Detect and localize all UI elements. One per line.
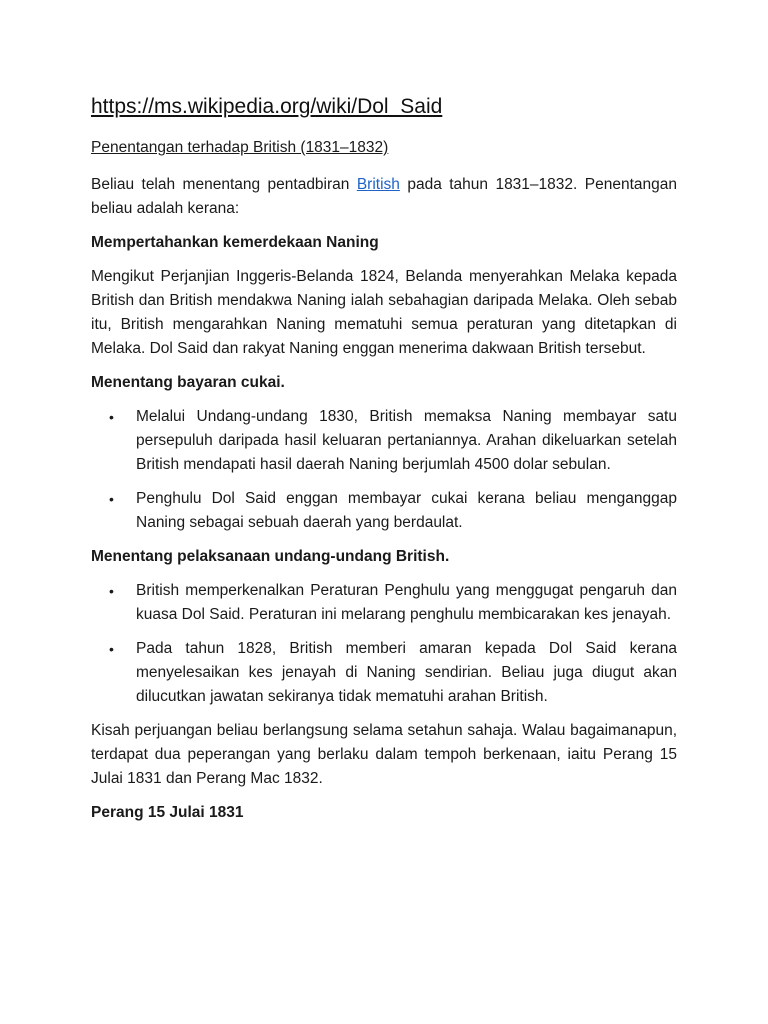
- bullet-icon: •: [109, 491, 114, 507]
- list-item-text: Melalui Undang-undang 1830, British memaksa Naning membayar satu persepuluh daripada hasil keluaran pertaniannya. Arahan dikeluarkan setelah British mendapati hasil daerah Naning berjumlah 4500 dolar sebulan.: [136, 408, 677, 473]
- list-item: [91, 405, 677, 477]
- source-url[interactable]: https://ms.wikipedia.org/wiki/Dol_Said: [91, 95, 443, 118]
- bullet-icon: •: [109, 409, 114, 425]
- paragraph-kemerdekaan: Mengikut Perjanjian Inggeris-Belanda 1824, Belanda menyerahkan Melaka kepada British dan British mendakwa Naning ialah sebahagian daripada Melaka. Oleh sebab itu, British mengarahkan Naning mematuhi semua peraturan yang ditetapkan di Melaka. Dol Said dan rakyat Naning enggan menerima dakwaan British tersebut.: [91, 268, 677, 357]
- cukai-list: [91, 405, 677, 535]
- intro-text-before: Beliau telah menentang pentadbiran: [91, 176, 357, 193]
- section-title: Penentangan terhadap British (1831–1832): [91, 139, 389, 156]
- list-item: [91, 579, 677, 627]
- undang-list: [91, 579, 677, 709]
- list-item: [91, 487, 677, 535]
- bullet-icon: •: [109, 641, 114, 657]
- list-item-text: British memperkenalkan Peraturan Penghulu yang menggugat pengaruh dan kuasa Dol Said. Peraturan ini melarang penghulu membicarakan kes jenayah.: [136, 582, 677, 623]
- heading-kemerdekaan: Mempertahankan kemerdekaan Naning: [91, 234, 379, 251]
- heading-undang-undang: Menentang pelaksanaan undang-undang British.: [91, 548, 450, 565]
- british-link[interactable]: British: [356, 176, 400, 193]
- heading-perang: Perang 15 Julai 1831: [91, 804, 244, 821]
- heading-cukai: Menentang bayaran cukai.: [91, 374, 285, 391]
- list-item-text: Penghulu Dol Said enggan membayar cukai kerana beliau menganggap Naning sebagai sebuah daerah yang berdaulat.: [136, 490, 677, 531]
- intro-text-after: pada tahun 1831–1832. Penentangan beliau adalah kerana:: [91, 176, 677, 217]
- list-item-text: Pada tahun 1828, British memberi amaran kepada Dol Said kerana menyelesaikan kes jenayah di Naning sendirian. Beliau juga diugut akan dilucutkan jawatan sekiranya tidak mematuhi arahan British.: [136, 640, 677, 705]
- bullet-icon: •: [109, 583, 114, 599]
- paragraph-kisah: Kisah perjuangan beliau berlangsung selama setahun sahaja. Walau bagaimanapun, terdapat dua peperangan yang berlaku dalam tempoh berkenaan, iaitu Perang 15 Julai 1831 dan Perang Mac 1832.: [91, 722, 677, 787]
- list-item: [91, 637, 677, 709]
- intro-paragraph: [91, 173, 677, 221]
